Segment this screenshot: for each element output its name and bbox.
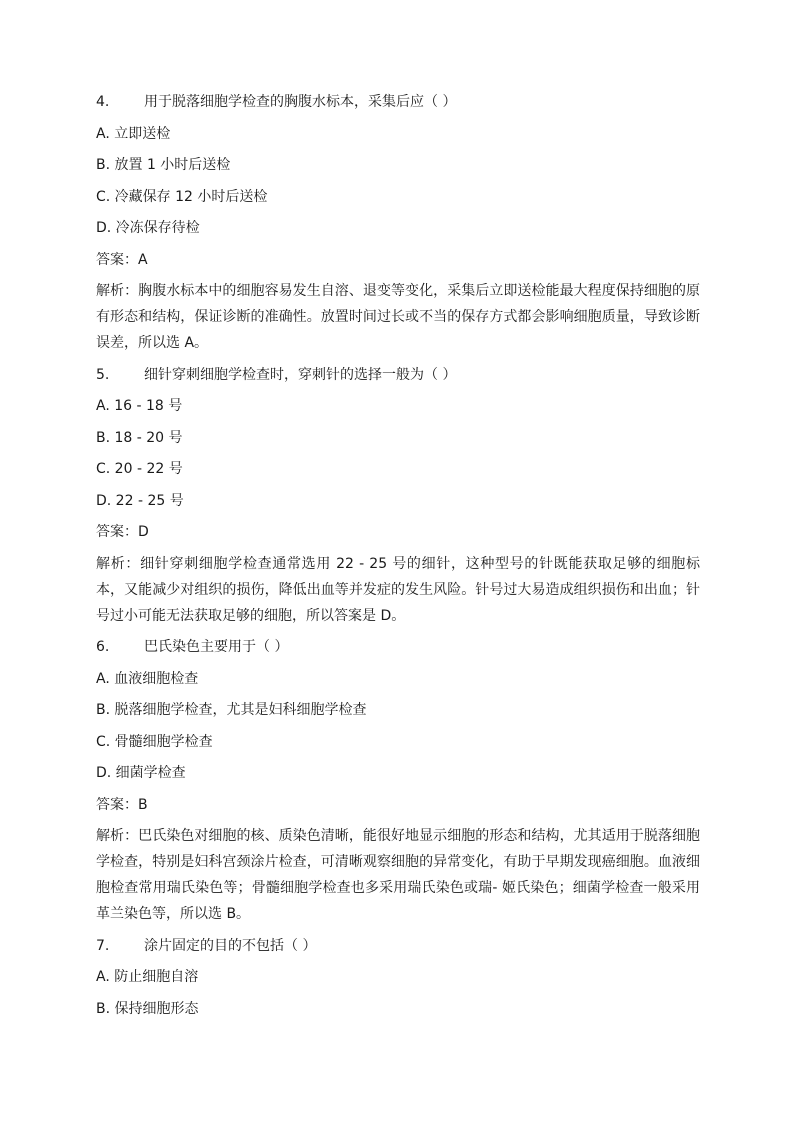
question-7-option-b: B. 保持细胞形态 <box>96 1000 199 1017</box>
question-text: 细针穿刺细胞学检查时，穿刺针的选择一般为（ ） <box>144 366 457 383</box>
question-text: 用于脱落细胞学检查的胸腹水标本，采集后应（ ） <box>144 94 457 110</box>
question-5-option-a: A. 16 - 18 号 <box>96 398 183 414</box>
question-6-option-d: D. 细菌学检查 <box>96 765 186 781</box>
question-5-analysis: 解析：细针穿刺细胞学检查通常选用 22 - 25 号的细针，这种型号的针既能获取足够的细胞标本，又能减少对组织的损伤，降低出血等并发症的发生风险。针号过大易造成组织损伤和出血；针号过小可能无法获取足够的细胞，所以答案是 D。 <box>96 555 700 624</box>
question-number: 6. <box>96 639 110 655</box>
question-5-option-b: B. 18 - 20 号 <box>96 429 183 446</box>
question-5-answer: 答案：D <box>96 524 149 540</box>
question-4-option-c: C. 冷藏保存 12 小时后送检 <box>96 188 268 205</box>
question-number: 5. <box>96 366 110 383</box>
question-text: 巴氏染色主要用于（ ） <box>144 639 289 655</box>
question-7-option-a: A. 防止细胞自溶 <box>96 969 199 985</box>
question-6-option-c: C. 骨髓细胞学检查 <box>96 733 213 750</box>
question-6-answer: 答案：B <box>96 796 148 813</box>
question-4-stem <box>96 92 700 112</box>
question-4-option-d: D. 冷冻保存待检 <box>96 220 200 236</box>
question-4-answer: 答案：A <box>96 251 148 268</box>
question-4-analysis: 解析：胸腹水标本中的细胞容易发生自溶、退变等变化，采集后立即送检能最大程度保持细胞的原有形态和结构，保证诊断的准确性。放置时间过长或不当的保存方式都会影响细胞质量，导致诊断误差，所以选 A。 <box>96 283 700 351</box>
question-6-stem <box>96 637 700 657</box>
question-4-option-b: B. 放置 1 小时后送检 <box>96 157 231 173</box>
question-6-option-a: A. 血液细胞检查 <box>96 670 199 687</box>
question-5-stem <box>96 365 700 385</box>
question-6-analysis: 解析：巴氏染色对细胞的核、质染色清晰，能很好地显示细胞的形态和结构，尤其适用于脱落细胞学检查，特别是妇科宫颈涂片检查，可清晰观察细胞的异常变化，有助于早期发现癌细胞。血液细胞检查常用瑞氏染色等；骨髓细胞学检查也多采用瑞氏染色或瑞- 姬氏染色；细菌学检查一般采用革兰染色等，所以选 B。 <box>96 828 700 922</box>
question-6-option-b: B. 脱落细胞学检查，尤其是妇科细胞学检查 <box>96 702 367 718</box>
question-5-option-c: C. 20 - 22 号 <box>96 461 183 477</box>
question-5-option-d: D. 22 - 25 号 <box>96 492 184 509</box>
question-4-option-a: A. 立即送检 <box>96 125 171 142</box>
question-text: 涂片固定的目的不包括（ ） <box>144 937 317 954</box>
question-7-stem <box>96 936 700 956</box>
question-number: 4. <box>96 94 110 110</box>
question-number: 7. <box>96 937 110 954</box>
document-page <box>96 92 700 1030</box>
